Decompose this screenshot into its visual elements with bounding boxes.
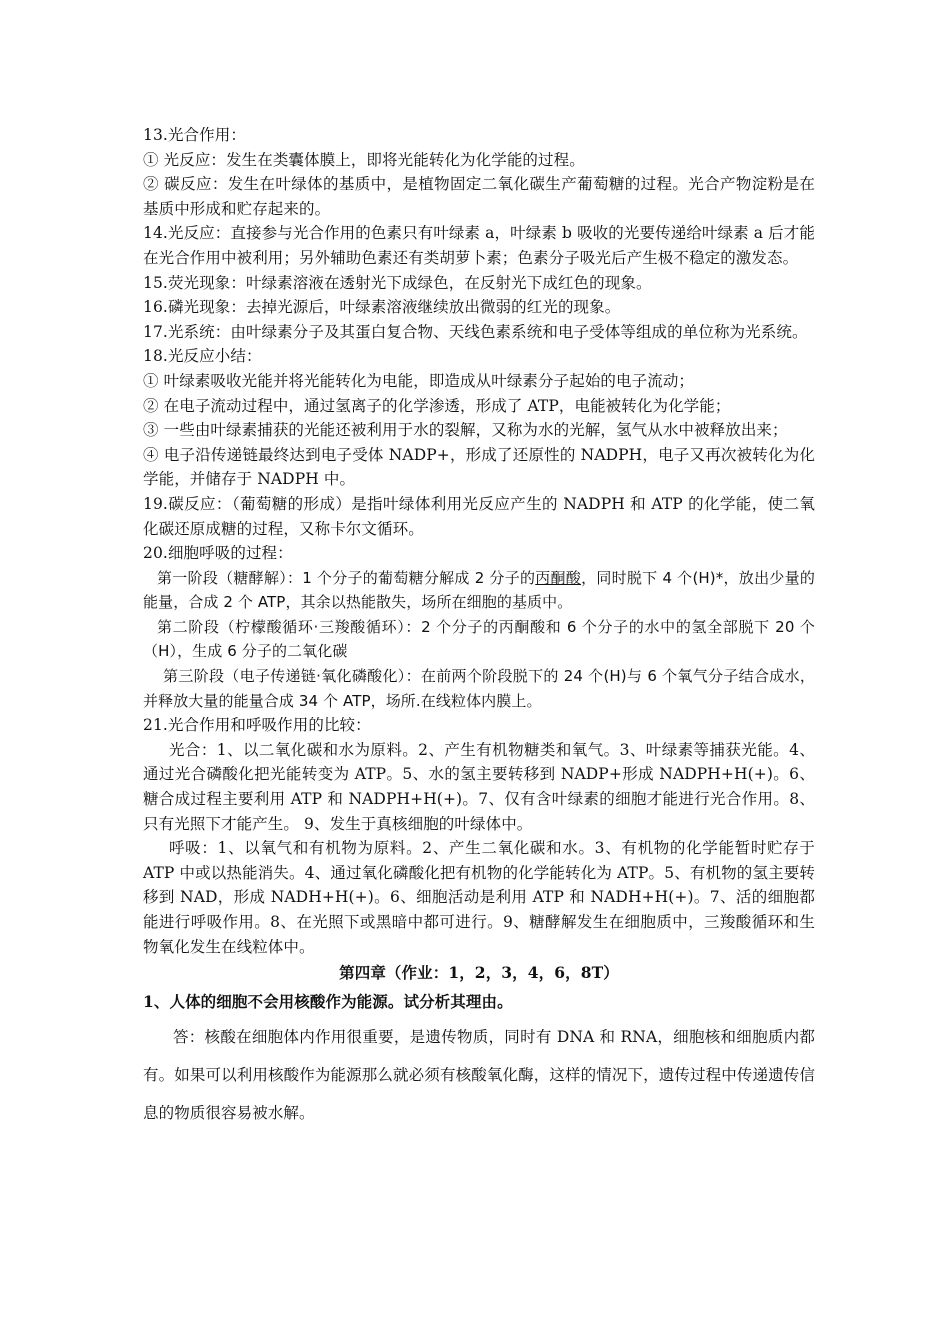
item-21-photosynthesis: 光合：1、以二氧化碳和水为原料。2、产生有机物糖类和氧气。3、叶绿素等捕获光能。4、通过光合磷酸化把光能转变为 ATP。5、水的氢主要转移到 NADP+形成 NADPH+H(+)。6、糖合成过程主要利用 ATP 和 NADPH+H(+)。7、仅有含叶绿素的细胞才能进行光合作用。8、只有光照下才能产生。 9、发生于真核细胞的叶绿体中。 — [143, 740, 815, 833]
item-18-point-3: ③ 一些由叶绿素捕获的光能还被利用于水的裂解，又称为水的光解，氢气从水中被释放出来； — [143, 421, 788, 440]
stage-1-text-post: ，同时脱下 4 个(H)*，放出少量的能量，合成 2 个 ATP，其余以热能散失，场所在细胞的基质中。 — [143, 568, 815, 612]
item-15: 15.荧光现象：叶绿素溶液在透射光下成绿色，在反射光下成红色的现象。 — [143, 273, 652, 292]
stage-1-text-pre: 第一阶段（糖酵解）：1 个分子的葡萄糖分解成 2 分子的 — [157, 568, 536, 587]
question-1: 1、人体的细胞不会用核酸作为能源。试分析其理由。 — [143, 991, 513, 1011]
item-18-point-2: ② 在电子流动过程中，通过氢离子的化学渗透，形成了 ATP，电能被转化为化学能； — [143, 396, 731, 415]
item-20-heading: 20.细胞呼吸的过程： — [143, 544, 293, 563]
item-21-respiration: 呼吸：1、以氧气和有机物为原料。2、产生二氧化碳和水。3、有机物的化学能暂时贮存于 ATP 中或以热能消失。4、通过氧化磷酸化把有机物的化学能转化为 ATP。5、有机物的氢主要转移到 NAD，形成 NADH+H(+)。6、细胞活动是利用 ATP 和 NADH+H(+)。7、活的细胞都能进行呼吸作用。8、在光照下或黑暗中都可进行。9、糖酵解发生在细胞质中，三羧酸循环和生物氧化发生在线粒体中。 — [143, 839, 815, 956]
item-18-point-1: ① 叶绿素吸收光能并将光能转化为电能，即造成从叶绿素分子起始的电子流动； — [143, 371, 695, 390]
item-13-heading: 13.光合作用： — [143, 126, 246, 144]
item-20-stage-3: 第三阶段（电子传递链·氧化磷酸化）：在前两个阶段脱下的 24 个(H)与 6 个氧气分子结合成水，并释放大量的能量合成 34 个 ATP，场所.在线粒体内膜上。 — [143, 667, 815, 710]
item-16: 16.磷光现象：去掉光源后，叶绿素溶液继续放出微弱的红光的现象。 — [143, 298, 621, 317]
item-13-light-reaction: ① 光反应：发生在类囊体膜上，即将光能转化为化学能的过程。 — [143, 150, 585, 169]
item-20-stage-1 — [143, 566, 815, 615]
item-19: 19.碳反应：（葡萄糖的形成）是指叶绿体利用光反应产生的 NADPH 和 ATP 的化学能，使二氧化碳还原成糖的过程，又称卡尔文循环。 — [143, 494, 815, 538]
item-14: 14.光反应：直接参与光合作用的色素只有叶绿素 a，叶绿素 b 吸收的光要传递给叶绿素 a 后才能在光合作用中被利用；另外辅助色素还有类胡萝卜素；色素分子吸光后产生极不稳定的激发态。 — [143, 224, 815, 267]
document-body — [143, 123, 815, 1132]
item-21-heading: 21.光合作用和呼吸作用的比较： — [143, 716, 371, 735]
item-13-carbon-reaction: ② 碳反应：发生在叶绿体的基质中，是植物固定二氧化碳生产葡萄糖的过程。光合产物淀粉是在基质中形成和贮存起来的。 — [143, 175, 815, 218]
item-18-heading: 18.光反应小结： — [143, 347, 262, 366]
chapter-heading: 第四章（作业：1，2，3，4，6，8T） — [339, 963, 619, 983]
item-18-point-4: ④ 电子沿传递链最终达到电子受体 NADP+，形成了还原性的 NADPH，电子又再次被转化为化学能，并储存于 NADPH 中。 — [143, 445, 815, 489]
answer-1: 答：核酸在细胞体内作用很重要，是遗传物质，同时有 DNA 和 RNA，细胞核和细胞质内都有。如果可以利用核酸作为能源那么就必须有核酸氧化酶，这样的情况下，遗传过程中传递遗传信息的物质很容易被水解。 — [143, 1028, 815, 1123]
item-20-stage-2: 第二阶段（柠檬酸循环·三羧酸循环）：2 个分子的丙酮酸和 6 个分子的水中的氢全部脱下 20 个（H），生成 6 分子的二氧化碳 — [143, 617, 815, 661]
item-17: 17.光系统：由叶绿素分子及其蛋白复合物、天线色素系统和电子受体等组成的单位称为光系统。 — [143, 322, 808, 341]
pyruvate-term: 丙酮酸 — [535, 568, 582, 587]
